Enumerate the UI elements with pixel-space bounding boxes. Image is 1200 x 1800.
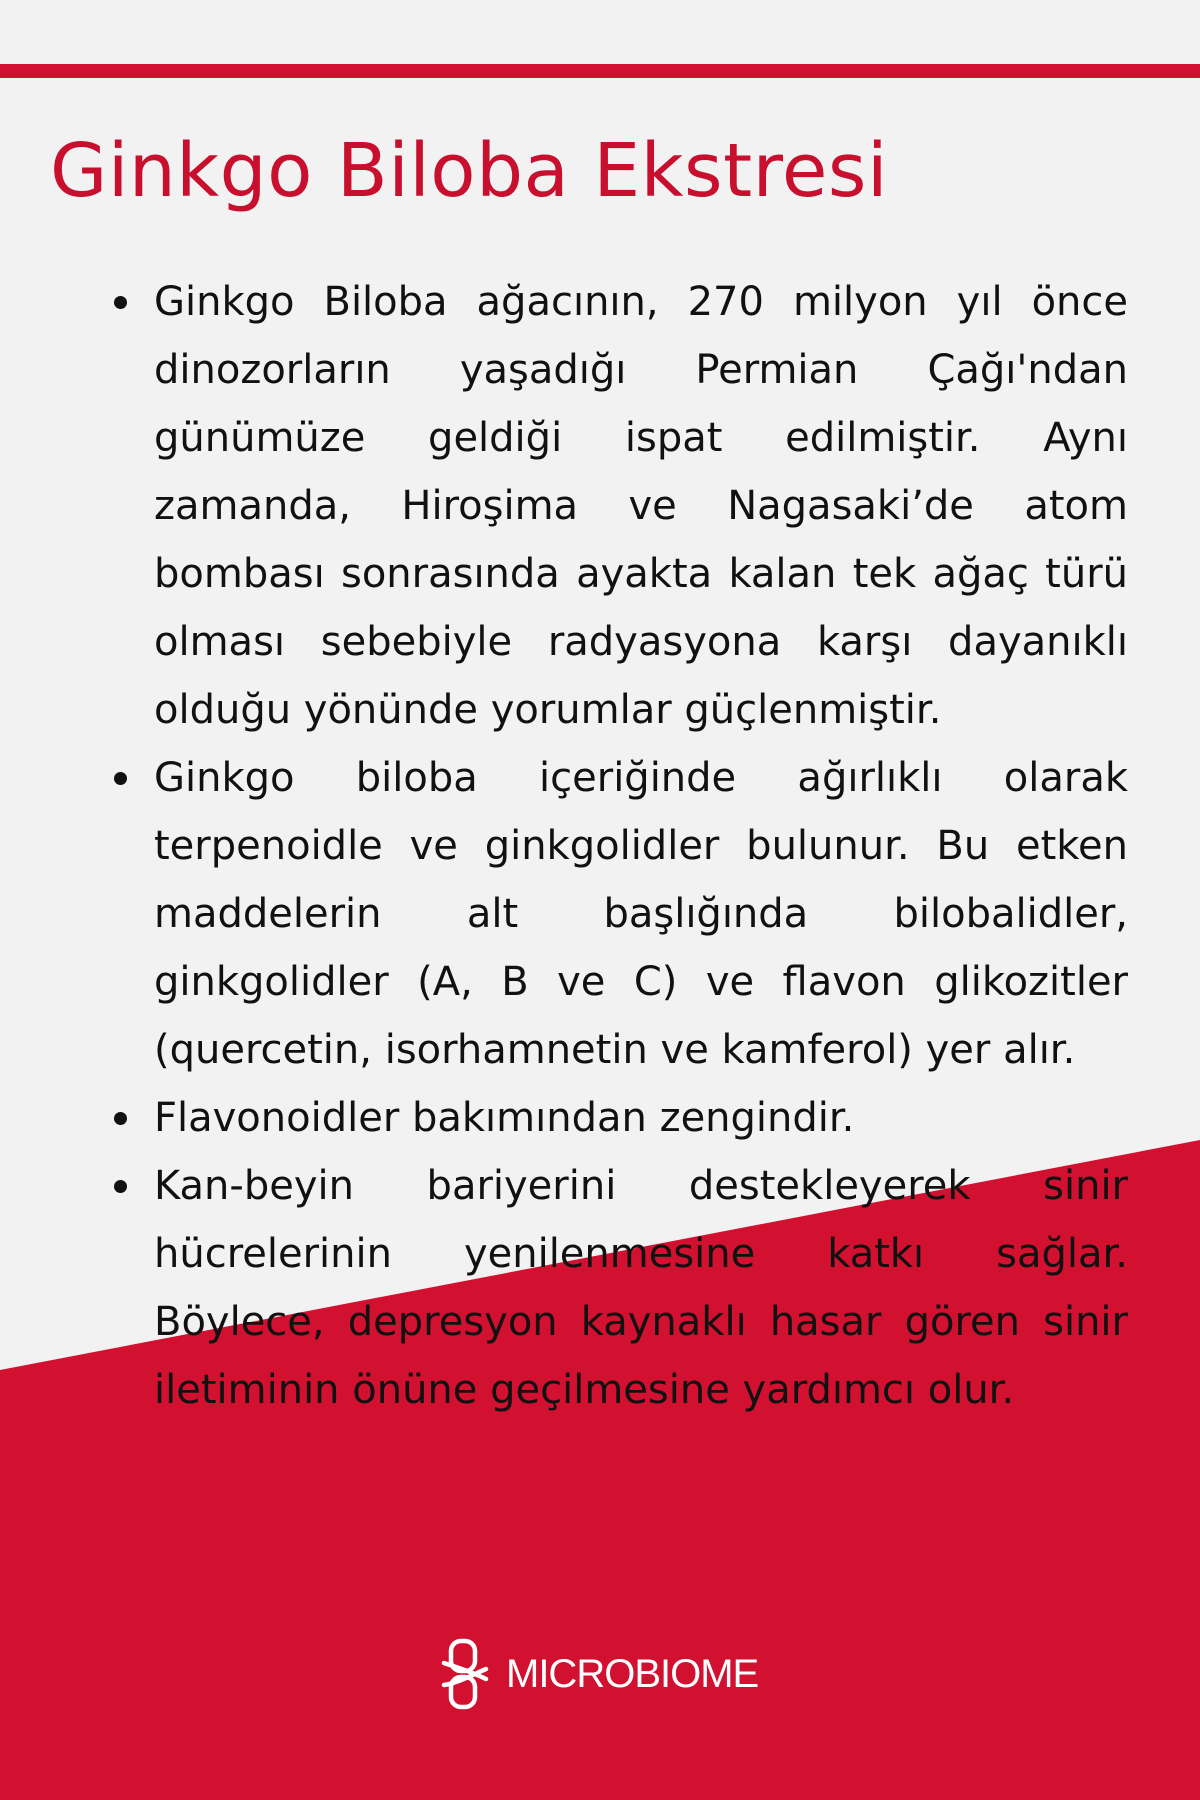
list-item (108, 1152, 1128, 1424)
list-item (108, 1084, 1128, 1152)
bullet-text: Ginkgo biloba içeriğinde ağırlıklı olarak terpenoidle ve ginkgolidler bulunur. Bu etken maddelerin alt başlığında bilobalidler, ginkgolidler (A, B ve C) ve flavon glikozitler (quercetin, isorhamnetin ve kamferol) yer alır. (154, 755, 1128, 1073)
brand-name: MICROBIOME (506, 1651, 759, 1696)
bullet-dot-icon (114, 296, 127, 309)
page-title: Ginkgo Biloba Ekstresi (50, 128, 889, 214)
bullet-text: Kan-beyin bariyerini destekleyerek sinir hücrelerinin yenilenmesine katkı sağlar. Böylece, depresyon kaynaklı hasar gören sinir iletiminin önüne geçilmesine yardımcı olur. (154, 1163, 1128, 1413)
bullet-list (108, 268, 1128, 1424)
list-item (108, 744, 1128, 1084)
list-item (108, 268, 1128, 744)
dna-helix-icon (434, 1637, 496, 1711)
bullet-dot-icon (114, 772, 127, 785)
brand-logo (434, 1637, 758, 1711)
bullet-dot-icon (114, 1112, 127, 1125)
bullet-text: Flavonoidler bakımından zengindir. (154, 1095, 855, 1141)
bullet-dot-icon (114, 1180, 127, 1193)
bullet-text: Ginkgo Biloba ağacının, 270 milyon yıl önce dinozorların yaşadığı Permian Çağı'ndan günümüze geldiği ispat edilmiştir. Aynı zamanda, Hiroşima ve Nagasaki’de atom bombası sonrasında ayakta kalan tek ağaç türü olması sebebiyle radyasyona karşı dayanıklı olduğu yönünde yorumlar güçlenmiştir. (154, 279, 1128, 733)
